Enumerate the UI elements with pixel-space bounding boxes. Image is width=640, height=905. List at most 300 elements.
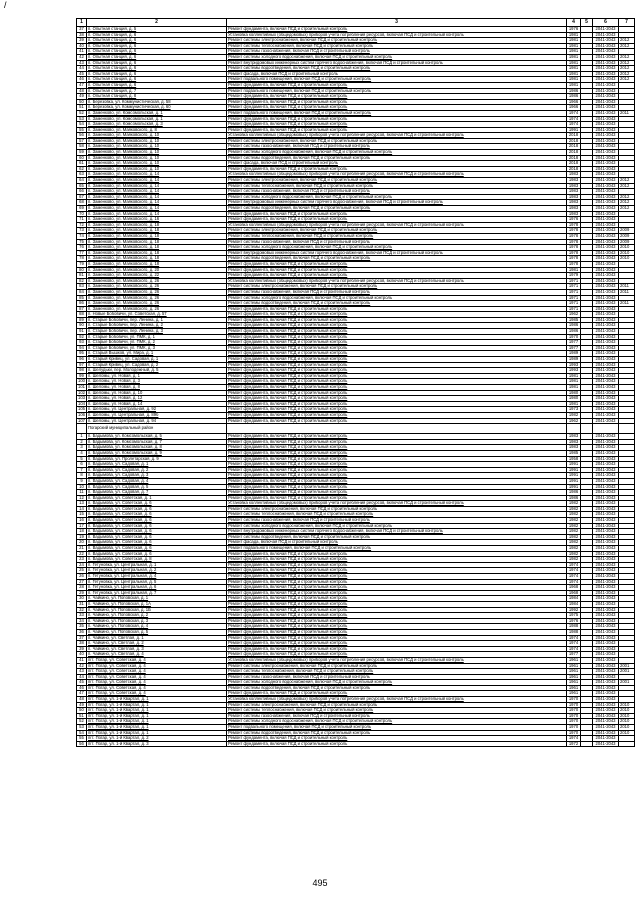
address-cell: п. Заменково, ул. Маяковского, д. 10 — [87, 155, 227, 161]
address-cell: п. Опытная станция, д. 5 — [87, 27, 227, 33]
period-cell: 2041-2043 — [593, 390, 619, 396]
column-header: 1 — [77, 19, 87, 27]
row-number: 51 — [77, 105, 87, 111]
row-number: 73 — [77, 228, 87, 234]
work-type-cell: Ремонт фундамента, включая ПСД и строительный контроль — [227, 345, 567, 351]
address-cell: п. Заменково, ул. Маяковского, д. 18 — [87, 239, 227, 245]
column-header: 4 — [567, 19, 581, 27]
period-cell: 2041-2043 — [593, 741, 619, 747]
year-built-cell: 2018 — [567, 150, 581, 156]
work-type-cell: Ремонт фундамента, включая ПСД и строительный контроль — [227, 434, 567, 440]
year-built-cell: 1976 — [567, 27, 581, 33]
address-cell: п. Заменково, ул. Маяковского, д. 10 — [87, 138, 227, 144]
row-number: 14 — [77, 506, 87, 512]
period-cell: 2041-2043 — [593, 601, 619, 607]
repair-year-cell: 2012 — [619, 206, 635, 212]
year-built-cell: 2018 — [567, 161, 581, 167]
address-cell: пгт. Погар, ул. 1-й Квартал, д. 1 — [87, 730, 227, 736]
work-type-cell: Ремонт фундамента, включая ПСД и строительный контроль — [227, 691, 567, 697]
year-built-cell: 1982 — [567, 512, 581, 518]
work-type-cell: Ремонт фундамента, включая ПСД и строительный контроль — [227, 166, 567, 172]
row-number: 27 — [77, 579, 87, 585]
row-number: 52 — [77, 110, 87, 116]
address-cell: п. Старый Кривец, ул. Садовая, д. 1 — [87, 357, 227, 363]
work-type-cell: Ремонт системы холодного водоснабжения, включая ПСД и строительный контроль — [227, 150, 567, 156]
period-cell: 2041-2043 — [593, 60, 619, 66]
work-type-cell: Ремонт системы водоотведения, включая ПСД и строительный контроль — [227, 301, 567, 307]
row-number: 96 — [77, 357, 87, 363]
row-number: 29 — [77, 590, 87, 596]
work-type-cell: Ремонт фундамента, включая ПСД и строительный контроль — [227, 306, 567, 312]
period-cell: 2041-2043 — [593, 624, 619, 630]
corner-mark: / — [4, 0, 7, 10]
year-built-cell: 1981 — [567, 267, 581, 273]
year-built-cell: 1981 — [567, 373, 581, 379]
work-type-cell: Ремонт системы газоснабжения, включая ПСД и строительный контроль — [227, 713, 567, 719]
repair-year-cell: 2012 — [619, 183, 635, 189]
period-cell: 2041-2043 — [593, 585, 619, 591]
address-cell: п. Шеломы, ул. Новая, д. 12 — [87, 396, 227, 402]
year-built-cell: 1991 — [567, 478, 581, 484]
address-cell: п. Чайкино, ул. Светлая, д. 2 — [87, 641, 227, 647]
empty-cell — [593, 424, 619, 434]
work-type-cell: Установка коллективных (общедомовых) приборов учета потребления ресурсов, включая ПСД и строительный контроль — [227, 278, 567, 284]
work-type-cell: Ремонт фундамента, включая ПСД и строительный контроль — [227, 624, 567, 630]
repair-year-cell: 2011 — [619, 284, 635, 290]
work-type-cell: Ремонт фундамента, включая ПСД и строительный контроль — [227, 357, 567, 363]
period-cell: 2041-2043 — [593, 523, 619, 529]
period-cell: 2041-2043 — [593, 357, 619, 363]
period-cell: 2041-2043 — [593, 663, 619, 669]
row-number: 54 — [77, 122, 87, 128]
period-cell: 2041-2043 — [593, 38, 619, 44]
repair-year-cell: 2011 — [619, 110, 635, 116]
address-cell: п. Вадымова, ул. Советская, д. 8 — [87, 557, 227, 563]
address-cell: п. Заменково, ул. Маяковского, д. 14 — [87, 194, 227, 200]
row-number: 12 — [77, 495, 87, 501]
period-cell: 2041-2043 — [593, 736, 619, 742]
row-number: 58 — [77, 144, 87, 150]
work-type-cell: Ремонт фундамента, включая ПСД и строительный контроль — [227, 568, 567, 574]
period-cell: 2041-2043 — [593, 273, 619, 279]
work-type-cell: Ремонт системы водоотведения, включая ПСД и строительный контроль — [227, 66, 567, 72]
year-built-cell: 1982 — [567, 534, 581, 540]
row-number: 33 — [77, 613, 87, 619]
period-cell: 2041-2043 — [593, 32, 619, 38]
row-number: 82 — [77, 278, 87, 284]
address-cell: п. Гетуновка, ул. Центральная, д. 2 — [87, 568, 227, 574]
period-cell: 2041-2043 — [593, 725, 619, 731]
year-built-cell: 1983 — [567, 206, 581, 212]
period-cell: 2041-2043 — [593, 534, 619, 540]
year-built-cell: 1971 — [567, 295, 581, 301]
work-type-cell: Установка коллективных (общедомовых) приборов учета потребления ресурсов, включая ПСД и строительный контроль — [227, 32, 567, 38]
row-number: 28 — [77, 585, 87, 591]
year-built-cell: 1966 — [567, 105, 581, 111]
row-number: 106 — [78, 412, 85, 417]
period-cell: 2041-2043 — [593, 368, 619, 374]
row-number: 75 — [77, 239, 87, 245]
year-built-cell: 1991 — [567, 473, 581, 479]
row-number: 59 — [77, 150, 87, 156]
period-cell: 2041-2043 — [593, 289, 619, 295]
period-cell: 2041-2043 — [593, 54, 619, 60]
row-number: 43 — [77, 60, 87, 66]
address-cell: п. Опытная станция, д. 6 — [87, 54, 227, 60]
period-cell: 2041-2043 — [593, 434, 619, 440]
year-built-cell: 1988 — [567, 629, 581, 635]
period-cell: 2041-2043 — [593, 379, 619, 385]
work-type-cell: Ремонт фундамента, включая ПСД и строительный контроль — [227, 450, 567, 456]
row-number: 50 — [77, 708, 87, 714]
work-type-cell: Ремонт фундамента, включая ПСД и строительный контроль — [227, 484, 567, 490]
year-built-cell: 1974 — [567, 635, 581, 641]
address-cell: п. Чайкино, ул. Светлая, д. 3 — [87, 646, 227, 652]
work-type-cell: Ремонт системы теплоснабжения, включая ПСД и строительный контроль — [227, 43, 567, 49]
address-cell: п. Заменково, ул. Маяковского, д. 14 — [87, 211, 227, 217]
year-built-cell: 1978 — [567, 250, 581, 256]
work-type-cell: Ремонт фундамента, включая ПСД и строительный контроль — [227, 267, 567, 273]
row-number: 15 — [77, 512, 87, 518]
address-cell: п. Опытная станция, д. 6 — [87, 77, 227, 83]
period-cell: 2041-2043 — [593, 250, 619, 256]
period-cell: 2041-2043 — [593, 629, 619, 635]
address-cell: п. Шеломы, ул. Центральная, д. 92 — [87, 407, 227, 413]
period-cell: 2041-2043 — [593, 105, 619, 111]
address-cell: п. Чайкино, ул. Поповская, д. 3 — [87, 618, 227, 624]
address-cell: п. Заменково, ул. Маяковского, д. 8 — [87, 127, 227, 133]
work-type-cell: Ремонт системы холодного водоснабжения, включая ПСД и строительный контроль — [227, 54, 567, 60]
year-built-cell: 1974 — [567, 110, 581, 116]
row-number: 36 — [77, 629, 87, 635]
address-cell: п. Шеломы, ул. Центральная, д. 89б — [87, 412, 227, 418]
address-cell: п. Заменково, ул. Маяковского, д. 18 — [87, 233, 227, 239]
work-type-cell: Ремонт фундамента, включая ПСД и строительный контроль — [227, 396, 567, 402]
address-cell: п. Заменково, ул. Маяковского, д. 14 — [87, 178, 227, 184]
year-built-cell: 1986 — [567, 94, 581, 100]
period-cell: 2041-2043 — [593, 144, 619, 150]
period-cell: 2041-2043 — [593, 155, 619, 161]
row-number: 19 — [77, 534, 87, 540]
work-type-cell: Ремонт подвального помещения, включая ПСД и строительный контроль — [227, 725, 567, 731]
repair-year-cell: 2012 — [619, 77, 635, 83]
period-cell: 2041-2043 — [593, 484, 619, 490]
period-cell: 2041-2043 — [593, 445, 619, 451]
row-number: 60 — [77, 155, 87, 161]
work-type-cell: Ремонт фундамента, включая ПСД и строительный контроль — [227, 329, 567, 335]
row-number: 102 — [78, 390, 85, 395]
year-built-cell: 1993 — [567, 368, 581, 374]
work-type-cell: Ремонт системы электроснабжения, включая ПСД и строительный контроль — [227, 38, 567, 44]
work-type-cell: Ремонт системы водоотведения, включая ПСД и строительный контроль — [227, 206, 567, 212]
period-cell: 2041-2043 — [593, 685, 619, 691]
period-cell: 2041-2043 — [593, 691, 619, 697]
address-cell: п. Заменково, ул. Маяковского, д. 26 — [87, 289, 227, 295]
year-built-cell: 1983 — [567, 439, 581, 445]
row-number: 81 — [77, 273, 87, 279]
row-number: 31 — [77, 601, 87, 607]
address-cell: п. Бадымова, ул. Комсомольская, д. 8 — [87, 445, 227, 451]
period-cell: 2041-2043 — [593, 94, 619, 100]
period-cell: 2041-2043 — [593, 138, 619, 144]
period-cell: 2041-2043 — [593, 122, 619, 128]
repair-year-cell: 2010 — [619, 719, 635, 725]
work-type-cell: Ремонт системы холодного водоснабжения, включая ПСД и строительный контроль — [227, 523, 567, 529]
address-cell: п. Вадымова, ул. Садовая, д. 1 — [87, 462, 227, 468]
year-built-cell: 1974 — [567, 579, 581, 585]
address-cell: п. Новые Бобовичи, ул. Советская, д. 57 — [87, 312, 227, 318]
year-built-cell: 1981 — [567, 32, 581, 38]
period-cell: 2041-2043 — [593, 396, 619, 402]
address-cell: п. Вадымова, ул. Советская, д. 6 — [87, 534, 227, 540]
work-type-cell: Ремонт фундамента, включая ПСД и строительный контроль — [227, 574, 567, 580]
address-cell: п. Вадымова, ул. Советская, д. 6 — [87, 506, 227, 512]
work-type-cell: Ремонт системы холодного водоснабжения, включая ПСД и строительный контроль — [227, 719, 567, 725]
work-type-cell: Установка коллективных (общедомовых) приборов учета потребления ресурсов, включая ПСД и строительный контроль — [227, 697, 567, 703]
address-cell: п. Шеломы, ул. Новая, д. 1 — [87, 373, 227, 379]
row-number: 1 — [77, 434, 87, 440]
row-number: 94 — [77, 345, 87, 351]
address-cell: п. Заменково, ул. Маяковского, д. 10 — [87, 161, 227, 167]
address-cell: п. Березовка, ул. Коммунистическая, д. 60 — [87, 105, 227, 111]
period-cell: 2041-2043 — [593, 71, 619, 77]
row-number: 8 — [77, 473, 87, 479]
address-cell: пгт. Погар, ул. Советская, д. 4 — [87, 669, 227, 675]
row-number: 57 — [77, 138, 87, 144]
address-cell: пгт. Погар, ул. Советская, д. 4 — [87, 685, 227, 691]
address-cell: п. Опытная станция, д. 8 — [87, 94, 227, 100]
row-number: 64 — [77, 178, 87, 184]
repair-year-cell: 2001 — [619, 669, 635, 675]
address-cell: п. Вадымова, ул. Садовая, д. 7 — [87, 490, 227, 496]
row-number: 30 — [77, 596, 87, 602]
year-built-cell: 1961 — [567, 691, 581, 697]
year-built-cell: 1980 — [567, 396, 581, 402]
address-cell: п. Старые Бобовичи, ул. ПМК, д. 2 — [87, 340, 227, 346]
address-cell: п. Заменково, ул. Маяковского, д. 20 — [87, 267, 227, 273]
year-built-cell: 1981 — [567, 379, 581, 385]
work-type-cell: Ремонт фундамента, включая ПСД и строительный контроль — [227, 122, 567, 128]
table-body — [77, 27, 635, 747]
work-type-cell: Ремонт внутридомовых инженерных систем горячего водоснабжения, включая ПСД и строительный контроль — [227, 250, 567, 256]
year-built-cell: 1991 — [567, 467, 581, 473]
work-type-cell: Ремонт фундамента, включая ПСД и строительный контроль — [227, 646, 567, 652]
row-number: 61 — [77, 161, 87, 167]
year-built-cell: 1971 — [567, 289, 581, 295]
repair-year-cell: 2010 — [619, 702, 635, 708]
work-type-cell: Ремонт фундамента, включая ПСД и строительный контроль — [227, 334, 567, 340]
period-cell: 2041-2043 — [593, 574, 619, 580]
work-type-cell: Установка коллективных (общедомовых) приборов учета потребления ресурсов, включая ПСД и строительный контроль — [227, 172, 567, 178]
address-cell: п. Заменково, ул. Маяковского, д. 26 — [87, 278, 227, 284]
address-cell: п. Заменково, ул. Маяковского, д. 18 — [87, 256, 227, 262]
year-built-cell: 1981 — [567, 54, 581, 60]
period-cell: 2041-2043 — [593, 713, 619, 719]
row-number: 55 — [77, 736, 87, 742]
period-cell: 2041-2043 — [593, 306, 619, 312]
address-cell: пгт. Погар, ул. Советская, д. 4 — [87, 663, 227, 669]
row-number: 55 — [77, 127, 87, 133]
repair-year-cell: 2010 — [619, 713, 635, 719]
row-number: 69 — [77, 206, 87, 212]
address-cell: п. Чайкино, ул. Поповская, д. 2 — [87, 613, 227, 619]
column-header: 6 — [593, 19, 619, 27]
address-cell: п. Заменково, ул. Маяковского, д. 18 — [87, 261, 227, 267]
row-number: 99 — [77, 373, 87, 379]
year-built-cell: 1975 — [567, 613, 581, 619]
year-built-cell: 1970 — [567, 719, 581, 725]
period-cell: 2041-2043 — [593, 607, 619, 613]
address-cell: п. Заменково, ул. Маяковского, д. 16 — [87, 217, 227, 223]
work-type-cell: Ремонт системы газоснабжения, включая ПСД и строительный контроль — [227, 49, 567, 55]
year-built-cell: 1982 — [567, 529, 581, 535]
period-cell: 2041-2043 — [593, 161, 619, 167]
address-cell: п. Заменково, ул. Маяковского, д. 22 — [87, 273, 227, 279]
period-cell: 2041-2043 — [593, 301, 619, 307]
address-cell: п. Вадымова, ул. Советская, д. 6 — [87, 540, 227, 546]
address-cell: п. Чайкино, ул. Поповская, д. 1Б — [87, 607, 227, 613]
year-built-cell: 1985 — [567, 450, 581, 456]
period-cell: 2041-2043 — [593, 345, 619, 351]
year-built-cell: 1984 — [567, 601, 581, 607]
repair-year-cell: 2012 — [619, 178, 635, 184]
work-type-cell: Ремонт системы газоснабжения, включая ПСД и строительный контроль — [227, 674, 567, 680]
address-cell: п. Заменково, ул. Комсомольская, д. 1 — [87, 116, 227, 122]
period-cell: 2041-2043 — [593, 579, 619, 585]
year-built-cell: 1983 — [567, 189, 581, 195]
work-type-cell: Ремонт фундамента, включая ПСД и строительный контроль — [227, 312, 567, 318]
work-type-cell: Ремонт фундамента, включая ПСД и строительный контроль — [227, 613, 567, 619]
work-type-cell: Ремонт фундамента, включая ПСД и строительный контроль — [227, 601, 567, 607]
work-type-cell: Ремонт фундамента, включая ПСД и строительный контроль — [227, 94, 567, 100]
year-built-cell: 1980 — [567, 390, 581, 396]
row-number: 3 — [77, 445, 87, 451]
row-number: 51 — [77, 713, 87, 719]
row-number: 93 — [77, 340, 87, 346]
work-type-cell: Ремонт фундамента, включая ПСД и строительный контроль — [227, 418, 567, 424]
year-built-cell: 1981 — [567, 49, 581, 55]
year-built-cell: 1983 — [567, 194, 581, 200]
row-number: 88 — [77, 312, 87, 318]
address-cell: п. Опытная станция, д. 6 — [87, 49, 227, 55]
period-cell: 2041-2043 — [593, 127, 619, 133]
year-built-cell: 1977 — [567, 340, 581, 346]
work-type-cell: Ремонт системы газоснабжения, включая ПСД и строительный контроль — [227, 289, 567, 295]
address-cell: п. Гетуновка, ул. Центральная, д. 4 — [87, 574, 227, 580]
row-number: 24 — [77, 562, 87, 568]
year-built-cell: 1978 — [567, 239, 581, 245]
column-header: 2 — [87, 19, 227, 27]
year-built-cell: 1961 — [567, 685, 581, 691]
row-number: 53 — [77, 116, 87, 122]
period-cell: 2041-2043 — [593, 206, 619, 212]
year-built-cell: 1981 — [567, 60, 581, 66]
year-built-cell: 1961 — [567, 657, 581, 663]
row-number: 56 — [77, 741, 87, 747]
work-type-cell: Ремонт фундамента, включая ПСД и строительный контроль — [227, 736, 567, 742]
table-row — [77, 741, 635, 747]
year-built-cell: 1983 — [567, 211, 581, 217]
row-number: 13 — [77, 501, 87, 507]
address-cell: п. Шеломы, ул. Новая, д. 3 — [87, 379, 227, 385]
work-type-cell: Ремонт фасада, включая ПСД и строительный контроль — [227, 161, 567, 167]
period-cell: 2041-2043 — [593, 194, 619, 200]
address-cell: п. Вадымова, ул. Советская, д. 6 — [87, 529, 227, 535]
empty-cell — [619, 424, 635, 434]
year-built-cell: 1971 — [567, 301, 581, 307]
column-header: 3 — [227, 19, 567, 27]
repair-year-cell: 2010 — [619, 250, 635, 256]
year-built-cell: 1991 — [567, 127, 581, 133]
address-cell: п. Заменково, ул. Маяковского, д. 14 — [87, 172, 227, 178]
repair-year-cell: 2009 — [619, 239, 635, 245]
work-type-cell: Ремонт системы электроснабжения, включая ПСД и строительный контроль — [227, 702, 567, 708]
address-cell: п. Заменково, ул. Маяковского, д. 14 — [87, 189, 227, 195]
row-number: 72 — [77, 222, 87, 228]
period-cell: 2041-2043 — [593, 613, 619, 619]
year-built-cell: 1986 — [567, 323, 581, 329]
row-number: 47 — [77, 691, 87, 697]
work-type-cell: Ремонт подвального помещения, включая ПСД и строительный контроль — [227, 546, 567, 552]
period-cell: 2041-2043 — [593, 467, 619, 473]
row-number: 45 — [77, 680, 87, 686]
row-number: 90 — [77, 323, 87, 329]
address-cell: п. Шеломы, ул. Центральная, д. 94 — [87, 418, 227, 424]
row-number: 92 — [77, 334, 87, 340]
period-cell: 2041-2043 — [593, 557, 619, 563]
address-cell: п. Вадымова, ул. Садовая, д. 3 — [87, 473, 227, 479]
year-built-cell: 1978 — [567, 256, 581, 262]
address-cell: п. Вадымова, ул. Советская, д. 6 — [87, 512, 227, 518]
period-cell: 2041-2043 — [593, 674, 619, 680]
year-built-cell: 1974 — [567, 641, 581, 647]
period-cell: 2041-2043 — [593, 669, 619, 675]
row-number: 41 — [77, 657, 87, 663]
period-cell: 2041-2043 — [593, 239, 619, 245]
work-type-cell: Ремонт фундамента, включая ПСД и строительный контроль — [227, 27, 567, 33]
work-type-cell: Ремонт подвального помещения, включая ПСД и строительный контроль — [227, 110, 567, 116]
period-cell: 2041-2043 — [593, 329, 619, 335]
repair-year-cell: 2012 — [619, 54, 635, 60]
year-built-cell: 1981 — [567, 385, 581, 391]
work-type-cell: Ремонт системы электроснабжения, включая ПСД и строительный контроль — [227, 284, 567, 290]
work-type-cell: Ремонт системы электроснабжения, включая ПСД и строительный контроль — [227, 228, 567, 234]
row-number: 40 — [77, 43, 87, 49]
year-built-cell: 1970 — [567, 730, 581, 736]
row-number: 45 — [77, 71, 87, 77]
year-built-cell: 1982 — [567, 501, 581, 507]
row-number: 37 — [77, 27, 87, 33]
address-cell: п. Бадымова, ул. Комсомольская, д. 7 — [87, 439, 227, 445]
table-header — [77, 19, 635, 27]
work-type-cell: Ремонт системы газоснабжения, включая ПСД и строительный контроль — [227, 189, 567, 195]
period-cell: 2041-2043 — [593, 323, 619, 329]
empty-cell — [227, 424, 567, 434]
period-cell: 2041-2043 — [593, 456, 619, 462]
address-cell: п. Заменково, ул. Маяковского, д. 10 — [87, 144, 227, 150]
row-number: 7 — [77, 467, 87, 473]
repair-year-cell: 2012 — [619, 200, 635, 206]
period-cell: 2041-2043 — [593, 462, 619, 468]
row-number: 5 — [77, 456, 87, 462]
work-type-cell: Ремонт фундамента, включая ПСД и строительный контроль — [227, 607, 567, 613]
row-number: 105 — [78, 406, 85, 412]
work-type-cell: Ремонт фасада, включая ПСД и строительный контроль — [227, 540, 567, 546]
address-cell: п. Опытная станция, д. 6 — [87, 82, 227, 88]
year-built-cell: 1983 — [567, 183, 581, 189]
address-cell: п. Вадымова, ул. Садовая, д. 2 — [87, 467, 227, 473]
address-cell: п. Вадымова, ул. Садовая, д. 5 — [87, 484, 227, 490]
